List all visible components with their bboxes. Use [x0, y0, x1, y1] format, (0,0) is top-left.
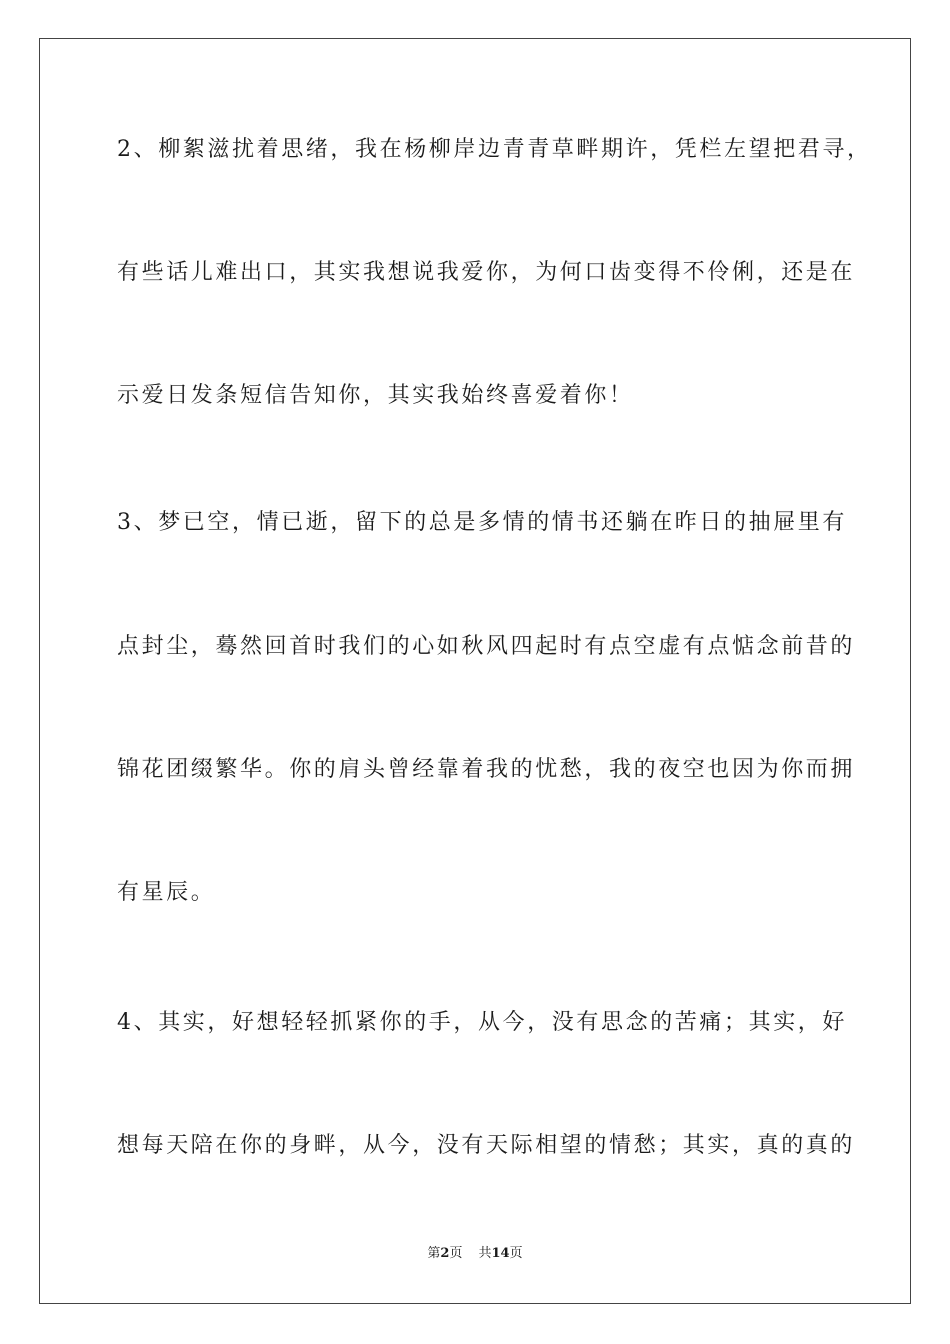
text-line: 锦花团缀繁华。你的肩头曾经靠着我的忧愁，我的夜空也因为你而拥	[117, 757, 856, 782]
text-line: 有星辰。	[117, 880, 216, 905]
page-prefix: 第	[427, 1246, 441, 1261]
page-number: 2	[440, 1246, 450, 1261]
text-line: 4、其实，好想轻轻抓紧你的手，从今，没有思念的苦痛；其实，好	[117, 1010, 847, 1035]
page-border	[39, 38, 911, 1304]
total-pages: 14	[491, 1246, 510, 1261]
total-suffix: 页	[509, 1246, 523, 1261]
text-line: 2、柳絮滋扰着思绪，我在杨柳岸边青青草畔期许，凭栏左望把君寻，	[117, 137, 872, 162]
page-suffix: 页	[449, 1246, 463, 1261]
text-line: 示爱日发条短信告知你，其实我始终喜爱着你！	[117, 383, 634, 408]
total-prefix: 共	[478, 1246, 492, 1261]
text-line: 点封尘，蓦然回首时我们的心如秋风四起时有点空虚有点惦念前昔的	[117, 634, 856, 659]
page-footer	[0, 1245, 950, 1263]
text-line: 3、梦已空，情已逝，留下的总是多情的情书还躺在昨日的抽屉里有	[117, 510, 847, 535]
text-line: 想每天陪在你的身畔，从今，没有天际相望的情愁；其实，真的真的	[117, 1133, 856, 1158]
text-line: 有些话儿难出口，其实我想说我爱你，为何口齿变得不伶俐，还是在	[117, 260, 856, 285]
